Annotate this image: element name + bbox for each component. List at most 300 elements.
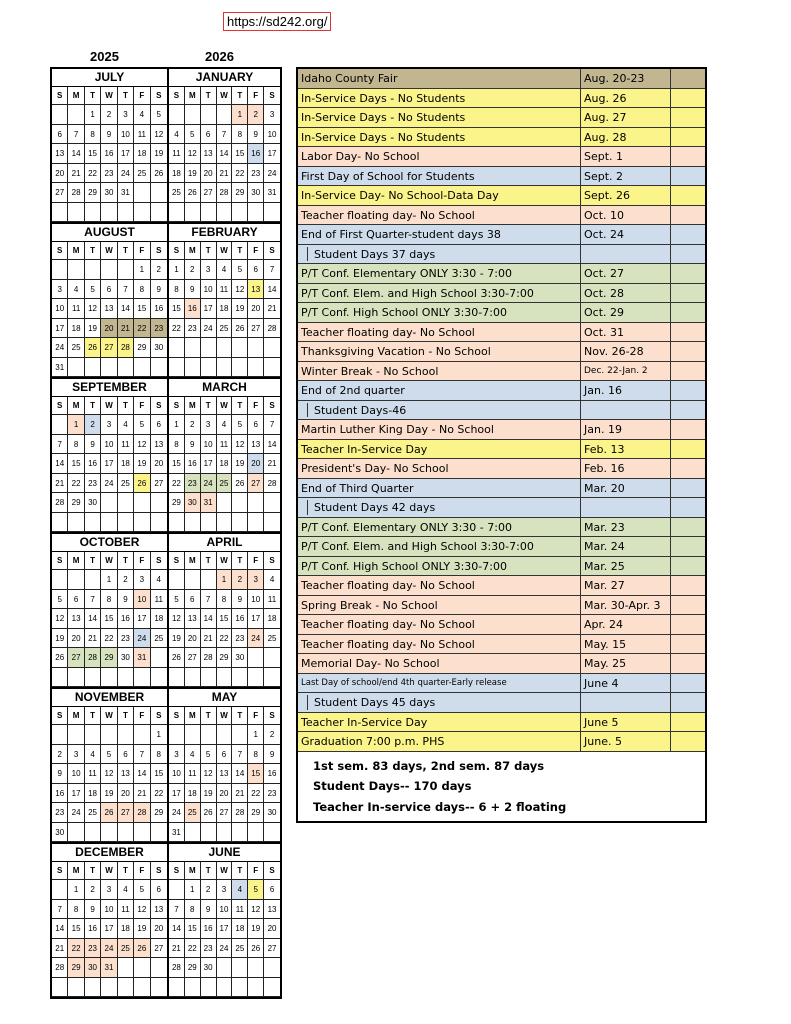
calendar-empty-cell	[151, 668, 167, 688]
calendar-day: 25	[118, 474, 134, 494]
calendar-day: 22	[68, 939, 84, 959]
month-december	[52, 844, 167, 997]
calendar-day: 9	[151, 280, 167, 300]
event-name: End of Third Quarter	[298, 479, 581, 498]
calendar-empty-cell	[85, 823, 101, 843]
weekday-header: T	[201, 87, 217, 105]
calendar-day: 14	[169, 919, 185, 939]
event-date: May. 15	[581, 635, 671, 654]
calendar-empty-cell	[68, 668, 84, 688]
weekday-header: T	[232, 552, 248, 570]
event-extra-cell	[671, 303, 705, 322]
calendar-day: 30	[151, 338, 167, 358]
calendar-day: 20	[248, 454, 264, 474]
event-extra-cell	[671, 420, 705, 439]
calendar-day: 4	[169, 125, 185, 145]
calendar-day: 4	[217, 415, 233, 435]
event-name: Last Day of school/end 4th quarter-Early release	[298, 674, 581, 693]
calendar-day: 22	[248, 784, 264, 804]
calendar-day: 24	[101, 939, 117, 959]
calendar-day: 10	[217, 900, 233, 920]
event-date: Feb. 16	[581, 459, 671, 478]
calendar-empty-cell	[85, 668, 101, 688]
calendar-day: 4	[118, 415, 134, 435]
calendar-day: 25	[68, 338, 84, 358]
calendar-day: 22	[85, 164, 101, 184]
calendar-empty-cell	[169, 668, 185, 688]
calendar-day: 8	[217, 590, 233, 610]
calendar-day: 14	[217, 144, 233, 164]
event-row	[298, 147, 705, 167]
weekday-header: S	[264, 397, 280, 415]
weekday-header: M	[68, 552, 84, 570]
calendar-day: 13	[52, 144, 68, 164]
calendar-day: 21	[118, 319, 134, 339]
calendar-day: 23	[85, 474, 101, 494]
calendar-day: 15	[169, 454, 185, 474]
calendar-day: 20	[151, 454, 167, 474]
calendar-empty-cell	[169, 570, 185, 590]
calendar-day: 23	[151, 319, 167, 339]
weekday-header: F	[134, 552, 150, 570]
event-extra-cell	[671, 498, 705, 517]
calendar-day: 2	[85, 880, 101, 900]
calendar-day: 11	[232, 900, 248, 920]
event-name: Student Days 42 days	[298, 498, 581, 517]
event-row	[298, 615, 705, 635]
calendar-month-pair	[50, 377, 282, 532]
calendar-day: 31	[264, 183, 280, 203]
calendar-day: 21	[52, 939, 68, 959]
calendar-empty-cell	[232, 358, 248, 378]
calendar-empty-cell	[201, 105, 217, 125]
calendar-day: 28	[264, 319, 280, 339]
summary-line: Student Days-- 170 days	[313, 779, 472, 793]
weekday-header: T	[232, 242, 248, 260]
calendar-day: 10	[201, 435, 217, 455]
event-row	[298, 381, 705, 401]
calendar-empty-cell	[248, 823, 264, 843]
calendar-day: 5	[169, 590, 185, 610]
calendar-day: 30	[248, 183, 264, 203]
month-june	[167, 844, 280, 997]
weekday-header: F	[134, 242, 150, 260]
calendar-day: 26	[85, 338, 101, 358]
weekday-header: S	[52, 242, 68, 260]
calendar-day: 1	[232, 105, 248, 125]
event-extra-cell	[671, 362, 705, 381]
calendar-day: 3	[201, 415, 217, 435]
calendar-day: 22	[151, 784, 167, 804]
calendar-day: 1	[185, 880, 201, 900]
event-row	[298, 245, 705, 265]
calendar-empty-cell	[201, 338, 217, 358]
calendar-empty-cell	[169, 338, 185, 358]
year-2025-label: 2025	[90, 49, 119, 64]
calendar-day: 15	[134, 299, 150, 319]
calendar-day: 31	[169, 823, 185, 843]
calendar-day: 8	[151, 745, 167, 765]
calendar-day: 19	[232, 454, 248, 474]
calendar-empty-cell	[185, 338, 201, 358]
event-date: Oct. 10	[581, 206, 671, 225]
event-extra-cell	[671, 713, 705, 732]
weekday-header: M	[185, 862, 201, 880]
calendar-day: 29	[101, 648, 117, 668]
event-date: Oct. 24	[581, 225, 671, 244]
event-extra-cell	[671, 206, 705, 225]
event-date	[581, 498, 671, 517]
event-extra-cell	[671, 693, 705, 712]
weekday-header: T	[201, 707, 217, 725]
event-name: Student Days 37 days	[298, 245, 581, 264]
calendar-empty-cell	[68, 823, 84, 843]
calendar-day: 8	[134, 280, 150, 300]
event-row	[298, 186, 705, 206]
event-row	[298, 537, 705, 557]
calendar-empty-cell	[52, 725, 68, 745]
event-row	[298, 498, 705, 518]
weekday-header: S	[169, 242, 185, 260]
calendar-empty-cell	[232, 493, 248, 513]
calendar-empty-cell	[85, 513, 101, 533]
weekday-header: F	[134, 862, 150, 880]
calendar-day: 24	[217, 939, 233, 959]
calendar-empty-cell	[264, 823, 280, 843]
calendar-day: 27	[151, 474, 167, 494]
calendar-month-pair	[50, 222, 282, 377]
calendar-day: 24	[118, 164, 134, 184]
calendar-day: 26	[169, 648, 185, 668]
calendar-day: 21	[68, 164, 84, 184]
month-august	[52, 224, 167, 377]
weekday-header: T	[85, 862, 101, 880]
calendar-day: 7	[134, 745, 150, 765]
calendar-empty-cell	[169, 203, 185, 223]
event-date: Nov. 26-28	[581, 342, 671, 361]
weekday-header: T	[85, 87, 101, 105]
calendar-day: 11	[118, 900, 134, 920]
calendar-day: 12	[85, 299, 101, 319]
weekday-header: W	[101, 552, 117, 570]
calendar-day: 2	[101, 105, 117, 125]
calendar-day: 25	[85, 803, 101, 823]
weekday-header: S	[52, 707, 68, 725]
calendar-empty-cell	[101, 978, 117, 998]
monthly-calendars	[50, 67, 282, 999]
calendar-empty-cell	[52, 513, 68, 533]
calendar-empty-cell	[101, 823, 117, 843]
calendar-day: 25	[134, 164, 150, 184]
calendar-day: 29	[185, 958, 201, 978]
calendar-day: 10	[201, 280, 217, 300]
event-extra-cell	[671, 537, 705, 556]
event-row	[298, 479, 705, 499]
event-row	[298, 401, 705, 421]
calendar-day: 15	[248, 764, 264, 784]
event-row	[298, 732, 705, 752]
calendar-day: 11	[118, 435, 134, 455]
calendar-day: 15	[185, 919, 201, 939]
calendar-day: 7	[264, 415, 280, 435]
event-date: Apr. 24	[581, 615, 671, 634]
calendar-empty-cell	[134, 493, 150, 513]
event-row	[298, 674, 705, 694]
calendar-day: 26	[151, 164, 167, 184]
event-extra-cell	[671, 342, 705, 361]
weekday-header: S	[151, 397, 167, 415]
calendar-day: 18	[232, 919, 248, 939]
calendar-empty-cell	[264, 338, 280, 358]
calendar-day: 11	[185, 764, 201, 784]
calendar-empty-cell	[201, 823, 217, 843]
calendar-empty-cell	[185, 978, 201, 998]
calendar-day: 19	[248, 919, 264, 939]
calendar-day: 5	[185, 125, 201, 145]
event-name: Labor Day- No School	[298, 147, 581, 166]
event-extra-cell	[671, 147, 705, 166]
event-row	[298, 342, 705, 362]
calendar-day: 15	[85, 144, 101, 164]
calendar-empty-cell	[232, 338, 248, 358]
calendar-day: 20	[248, 299, 264, 319]
calendar-day: 23	[185, 319, 201, 339]
calendar-empty-cell	[232, 823, 248, 843]
calendar-day: 6	[201, 125, 217, 145]
calendar-day: 7	[52, 435, 68, 455]
calendar-day: 24	[169, 803, 185, 823]
calendar-day: 10	[52, 299, 68, 319]
calendar-day: 4	[151, 570, 167, 590]
month-february	[167, 224, 280, 377]
calendar-day: 27	[217, 803, 233, 823]
calendar-day: 13	[217, 764, 233, 784]
calendar-day: 2	[118, 570, 134, 590]
month-name: JULY	[52, 69, 167, 87]
calendar-day: 17	[169, 784, 185, 804]
calendar-day: 18	[85, 784, 101, 804]
weekday-header: M	[185, 242, 201, 260]
calendar-day: 30	[85, 958, 101, 978]
weekday-header: M	[185, 552, 201, 570]
calendar-day: 25	[118, 939, 134, 959]
calendar-day: 3	[201, 260, 217, 280]
calendar-empty-cell	[217, 823, 233, 843]
calendar-empty-cell	[118, 725, 134, 745]
calendar-day: 17	[134, 609, 150, 629]
month-may	[167, 689, 280, 842]
calendar-day: 6	[185, 590, 201, 610]
calendar-month-pair	[50, 532, 282, 687]
calendar-day: 17	[217, 919, 233, 939]
event-date: June 4	[581, 674, 671, 693]
calendar-empty-cell	[248, 978, 264, 998]
event-row	[298, 557, 705, 577]
calendar-day: 11	[68, 299, 84, 319]
event-date: Oct. 31	[581, 323, 671, 342]
calendar-day: 28	[52, 493, 68, 513]
weekday-header: W	[101, 862, 117, 880]
event-name: Thanksgiving Vacation - No School	[298, 342, 581, 361]
calendar-day: 5	[248, 880, 264, 900]
event-date: Dec. 22-Jan. 2	[581, 362, 671, 381]
calendar-day: 28	[232, 803, 248, 823]
calendar-day: 1	[101, 570, 117, 590]
event-date: June. 5	[581, 732, 671, 751]
calendar-day: 20	[201, 164, 217, 184]
weekday-header: S	[169, 552, 185, 570]
weekday-header: T	[201, 862, 217, 880]
calendar-day: 22	[134, 319, 150, 339]
calendar-day: 12	[232, 435, 248, 455]
calendar-day: 14	[201, 609, 217, 629]
weekday-header: T	[118, 397, 134, 415]
calendar-day: 23	[101, 164, 117, 184]
event-date: Mar. 23	[581, 518, 671, 537]
event-extra-cell	[671, 518, 705, 537]
calendar-empty-cell	[264, 668, 280, 688]
calendar-empty-cell	[248, 203, 264, 223]
calendar-empty-cell	[151, 823, 167, 843]
event-row	[298, 596, 705, 616]
calendar-day: 2	[85, 415, 101, 435]
calendar-day: 11	[264, 590, 280, 610]
calendar-empty-cell	[134, 823, 150, 843]
event-date: Sept. 1	[581, 147, 671, 166]
calendar-empty-cell	[118, 493, 134, 513]
calendar-day: 16	[85, 919, 101, 939]
calendar-empty-cell	[264, 203, 280, 223]
calendar-day: 11	[151, 590, 167, 610]
event-row	[298, 518, 705, 538]
event-name: P/T Conf. Elementary ONLY 3:30 - 7:00	[298, 518, 581, 537]
calendar-empty-cell	[134, 513, 150, 533]
calendar-empty-cell	[52, 203, 68, 223]
calendar-day: 28	[52, 958, 68, 978]
weekday-header: T	[232, 862, 248, 880]
calendar-day: 24	[264, 164, 280, 184]
calendar-day: 1	[217, 570, 233, 590]
website-url[interactable]: https://sd242.org/	[223, 12, 331, 31]
calendar-empty-cell	[248, 358, 264, 378]
calendar-empty-cell	[52, 260, 68, 280]
calendar-empty-cell	[151, 203, 167, 223]
event-extra-cell	[671, 732, 705, 751]
calendar-empty-cell	[52, 978, 68, 998]
calendar-day: 2	[201, 880, 217, 900]
calendar-day: 16	[101, 144, 117, 164]
calendar-day: 7	[232, 745, 248, 765]
calendar-day: 14	[134, 764, 150, 784]
calendar-day: 15	[169, 299, 185, 319]
calendar-empty-cell	[217, 725, 233, 745]
weekday-header: M	[68, 707, 84, 725]
calendar-empty-cell	[118, 958, 134, 978]
calendar-empty-cell	[52, 668, 68, 688]
calendar-empty-cell	[232, 668, 248, 688]
calendar-day: 22	[217, 629, 233, 649]
weekday-header: T	[85, 397, 101, 415]
calendar-day: 27	[248, 474, 264, 494]
calendar-day: 21	[52, 474, 68, 494]
calendar-day: 30	[232, 648, 248, 668]
calendar-day: 6	[52, 125, 68, 145]
calendar-day: 1	[68, 880, 84, 900]
calendar-empty-cell	[217, 493, 233, 513]
calendar-empty-cell	[185, 823, 201, 843]
month-name: JUNE	[169, 844, 280, 862]
calendar-day: 28	[85, 648, 101, 668]
weekday-header: W	[217, 707, 233, 725]
calendar-day: 31	[52, 358, 68, 378]
calendar-day: 28	[118, 338, 134, 358]
calendar-day: 13	[248, 435, 264, 455]
calendar-day: 30	[201, 958, 217, 978]
calendar-day: 17	[201, 454, 217, 474]
event-extra-cell	[671, 284, 705, 303]
calendar-day: 6	[151, 880, 167, 900]
calendar-day: 7	[85, 590, 101, 610]
calendar-day: 10	[264, 125, 280, 145]
calendar-empty-cell	[118, 823, 134, 843]
calendar-day: 6	[217, 745, 233, 765]
calendar-day: 22	[185, 939, 201, 959]
calendar-day: 26	[52, 648, 68, 668]
month-name: SEPTEMBER	[52, 379, 167, 397]
weekday-header: S	[169, 397, 185, 415]
calendar-day: 8	[185, 900, 201, 920]
weekday-header: S	[151, 242, 167, 260]
calendar-empty-cell	[151, 183, 167, 203]
calendar-day: 29	[169, 493, 185, 513]
event-extra-cell	[671, 615, 705, 634]
calendar-day: 20	[68, 629, 84, 649]
calendar-day: 10	[248, 590, 264, 610]
weekday-header: T	[118, 242, 134, 260]
event-row	[298, 284, 705, 304]
calendar-day: 10	[134, 590, 150, 610]
calendar-day: 1	[68, 415, 84, 435]
calendar-day: 13	[151, 435, 167, 455]
calendar-day: 5	[101, 745, 117, 765]
calendar-day: 15	[151, 764, 167, 784]
calendar-day: 5	[52, 590, 68, 610]
calendar-day: 21	[217, 164, 233, 184]
event-row	[298, 654, 705, 674]
event-extra-cell	[671, 167, 705, 186]
calendar-day: 14	[52, 919, 68, 939]
weekday-header: W	[217, 552, 233, 570]
calendar-day: 7	[68, 125, 84, 145]
event-extra-cell	[671, 576, 705, 595]
calendar-day: 24	[101, 474, 117, 494]
calendar-day: 23	[185, 474, 201, 494]
calendar-day: 1	[169, 260, 185, 280]
calendar-day: 25	[169, 183, 185, 203]
weekday-header: T	[85, 242, 101, 260]
event-extra-cell	[671, 401, 705, 420]
calendar-day: 24	[68, 803, 84, 823]
calendar-day: 28	[217, 183, 233, 203]
calendar-empty-cell	[101, 358, 117, 378]
calendar-day: 12	[185, 144, 201, 164]
calendar-month-pair	[50, 687, 282, 842]
calendar-empty-cell	[217, 203, 233, 223]
calendar-day: 10	[118, 125, 134, 145]
calendar-empty-cell	[169, 513, 185, 533]
calendar-day: 28	[201, 648, 217, 668]
calendar-day: 23	[201, 939, 217, 959]
